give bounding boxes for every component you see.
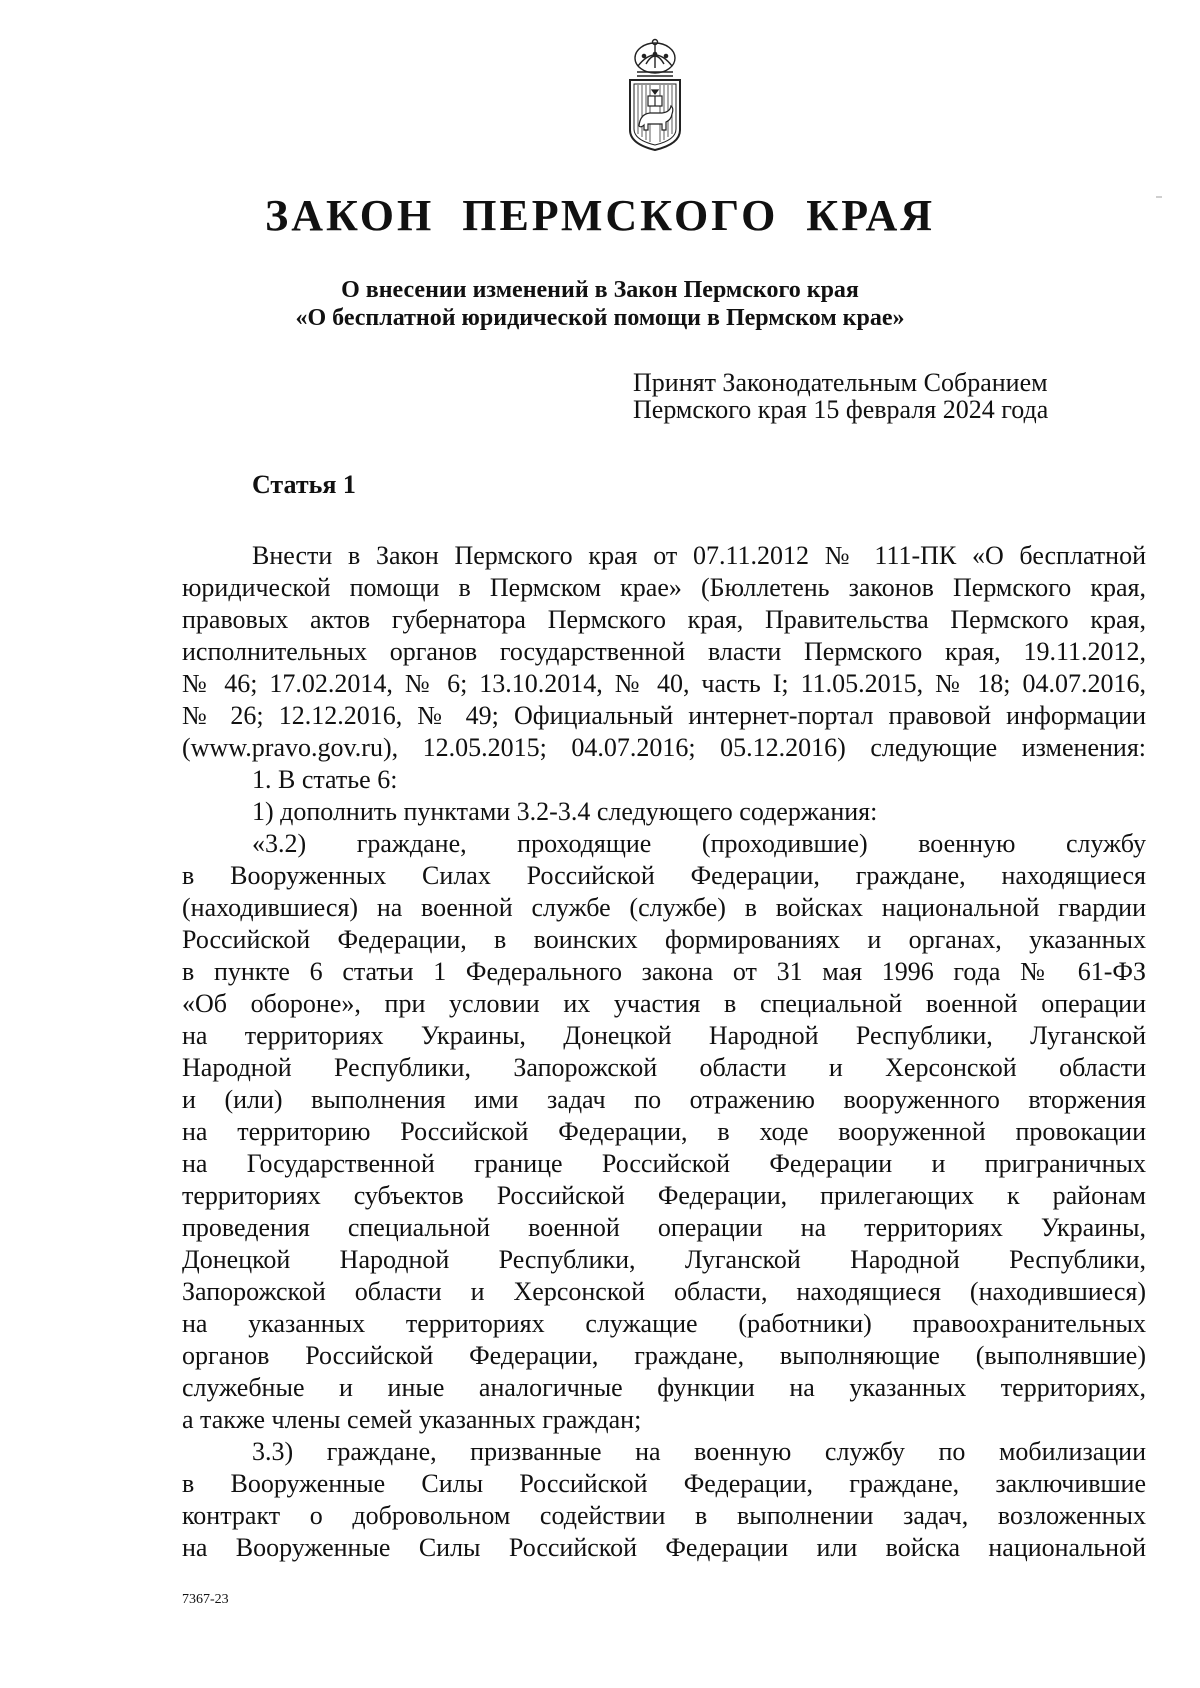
text-line: 3.3) граждане, призванные на военную службу по мобилизации xyxy=(252,1437,1146,1466)
text-line: юридической помощи в Пермском крае» (Бюллетень законов Пермского края, xyxy=(182,573,1146,602)
text-line: на Государственной границе Российской Федерации и приграничных xyxy=(182,1149,1146,1178)
text-line: правовых актов губернатора Пермского края, Правительства Пермского края, xyxy=(182,605,1146,634)
text-line: № 26; 12.12.2016, № 49; Официальный интернет-портал правовой информации xyxy=(182,701,1146,730)
text-line: и (или) выполнения ими задач по отражению вооруженного вторжения xyxy=(182,1085,1146,1114)
text-line: Народной Республики, Запорожской области и Херсонской области xyxy=(182,1053,1146,1082)
document-code: 7367-23 xyxy=(182,1592,229,1607)
document-subtitle xyxy=(0,276,1200,332)
adoption-note xyxy=(633,369,1093,423)
text-line: а также члены семей указанных граждан; xyxy=(182,1405,642,1434)
text-line: на территориях Украины, Донецкой Народной Республики, Луганской xyxy=(182,1021,1146,1050)
text-line: Российской Федерации, в воинских формированиях и органах, указанных xyxy=(182,925,1146,954)
perm-krai-coat-of-arms-icon xyxy=(624,38,686,152)
text-line: на Вооруженные Силы Российской Федерации или войска национальной xyxy=(182,1533,1146,1562)
text-line: в Вооруженных Силах Российской Федерации, граждане, находящиеся xyxy=(182,861,1146,890)
text-line: в Вооруженные Силы Российской Федерации, граждане, заключившие xyxy=(182,1469,1146,1498)
text-line: в пункте 6 статьи 1 Федерального закона от 31 мая 1996 года № 61-ФЗ xyxy=(182,957,1146,986)
text-line: (находившиеся) на военной службе (службе) в войсках национальной гвардии xyxy=(182,893,1146,922)
text-line: на указанных территориях служащие (работники) правоохранительных xyxy=(182,1309,1146,1338)
text-line: исполнительных органов государственной власти Пермского края, 19.11.2012, xyxy=(182,637,1146,666)
text-line: служебные и иные аналогичные функции на указанных территориях, xyxy=(182,1373,1146,1402)
document-title: ЗАКОН ПЕРМСКОГО КРАЯ xyxy=(264,191,936,240)
adoption-line: Принят Законодательным Собранием xyxy=(633,368,1048,397)
subtitle-line: О внесении изменений в Закон Пермского края xyxy=(341,277,859,303)
text-line: 1) дополнить пунктами 3.2-3.4 следующего содержания: xyxy=(252,797,878,826)
text-line: проведения специальной военной операции на территориях Украины, xyxy=(182,1213,1146,1242)
text-line: Запорожской области и Херсонской области, находящиеся (находившиеся) xyxy=(182,1277,1146,1306)
article-heading: Статья 1 xyxy=(252,470,356,499)
text-line: № 46; 17.02.2014, № 6; 13.10.2014, № 40, часть I; 11.05.2015, № 18; 04.07.2016, xyxy=(182,669,1146,698)
article-body xyxy=(182,540,1146,1564)
text-line: «Об обороне», при условии их участия в специальной военной операции xyxy=(182,989,1146,1018)
subtitle-line: «О бесплатной юридической помощи в Пермском крае» xyxy=(295,305,905,331)
text-line: территориях субъектов Российской Федерации, прилегающих к районам xyxy=(182,1181,1146,1210)
text-line: контракт о добровольном содействии в выполнении задач, возложенных xyxy=(182,1501,1146,1530)
text-line: 1. В статье 6: xyxy=(252,765,398,794)
text-line: Донецкой Народной Республики, Луганской Народной Республики, xyxy=(182,1245,1146,1274)
text-line: «3.2) граждане, проходящие (проходившие) военную службу xyxy=(252,829,1146,858)
text-line: Внести в Закон Пермского края от 07.11.2012 № 111-ПК «О бесплатной xyxy=(252,541,1146,570)
text-line: органов Российской Федерации, граждане, выполняющие (выполнявшие) xyxy=(182,1341,1146,1370)
text-line: на территорию Российской Федерации, в ходе вооруженной провокации xyxy=(182,1117,1146,1146)
adoption-line: Пермского края 15 февраля 2024 года xyxy=(633,395,1049,424)
text-line: (www.pravo.gov.ru), 12.05.2015; 04.07.2016; 05.12.2016) следующие изменения: xyxy=(182,733,1146,762)
